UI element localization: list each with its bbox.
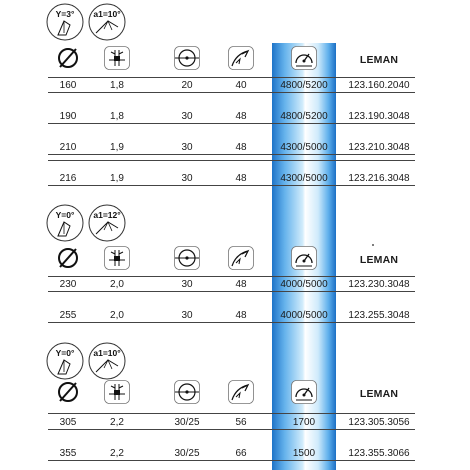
bore-cell: 30/25 bbox=[174, 448, 200, 459]
clearance-angle-badge bbox=[86, 3, 128, 46]
header-divider bbox=[48, 276, 415, 277]
rpm-cell: 4000/5000 bbox=[280, 310, 328, 321]
bore-cell: 30 bbox=[181, 173, 193, 184]
row-divider bbox=[48, 160, 415, 161]
rpm-cell: 4000/5000 bbox=[280, 279, 328, 290]
kerf-thickness-icon bbox=[104, 380, 130, 409]
rpm-gauge-icon bbox=[291, 46, 317, 75]
reference-cell: 123.190.3048 bbox=[348, 111, 410, 122]
teeth-cell: 48 bbox=[235, 279, 247, 290]
rake-angle-badge bbox=[44, 3, 86, 46]
reference-cell: 123.160.2040 bbox=[348, 80, 410, 91]
diameter-cell: 230 bbox=[59, 279, 77, 290]
thickness-cell: 1,8 bbox=[110, 80, 124, 91]
rake-angle-label: Y=0° bbox=[55, 348, 75, 358]
clearance-angle-badge bbox=[86, 342, 128, 385]
row-divider bbox=[48, 429, 415, 430]
row-divider bbox=[48, 123, 415, 124]
thickness-cell: 2,0 bbox=[110, 279, 124, 290]
bore-cell: 30 bbox=[181, 279, 193, 290]
clearance-angle-badge bbox=[86, 204, 128, 247]
thickness-cell: 2,0 bbox=[110, 310, 124, 321]
rpm-cell: 1500 bbox=[292, 448, 316, 459]
rake-angle-badge bbox=[44, 204, 86, 247]
diameter-cell: 355 bbox=[59, 448, 77, 459]
bore-cell: 20 bbox=[181, 80, 193, 91]
diameter-cell: 305 bbox=[59, 417, 77, 428]
bore-cell: 30 bbox=[181, 142, 193, 153]
reference-cell: 123.230.3048 bbox=[348, 279, 410, 290]
row-divider bbox=[48, 291, 415, 292]
rpm-cell: 4300/5000 bbox=[280, 142, 328, 153]
teeth-cell: 40 bbox=[235, 80, 247, 91]
diameter-cell: 210 bbox=[59, 142, 77, 153]
reference-cell: 123.355.3066 bbox=[348, 448, 410, 459]
diameter-cell: 255 bbox=[59, 310, 77, 321]
rpm-cell: 4800/5200 bbox=[280, 111, 328, 122]
teeth-cell: 48 bbox=[235, 173, 247, 184]
teeth-cell: 48 bbox=[235, 310, 247, 321]
rpm-cell: 4300/5000 bbox=[280, 173, 328, 184]
bore-icon bbox=[174, 246, 200, 275]
bore-icon bbox=[174, 380, 200, 409]
reference-cell: 123.210.3048 bbox=[348, 142, 410, 153]
teeth-cell: 48 bbox=[235, 142, 247, 153]
rpm-cell: 1700 bbox=[292, 417, 316, 428]
kerf-thickness-icon bbox=[104, 46, 130, 75]
brand-label: LEMAN bbox=[359, 254, 399, 266]
teeth-cell: 56 bbox=[235, 417, 247, 428]
thickness-cell: 2,2 bbox=[110, 417, 124, 428]
header-divider bbox=[48, 77, 415, 78]
clearance-angle-label: a1=12° bbox=[93, 210, 121, 220]
rake-angle-label: Y=0° bbox=[55, 210, 75, 220]
teeth-icon bbox=[228, 246, 254, 275]
diameter-cell: 160 bbox=[59, 80, 77, 91]
reference-cell: 123.305.3056 bbox=[348, 417, 410, 428]
rake-angle-label: Y=3° bbox=[55, 9, 75, 19]
reference-cell: 123.255.3048 bbox=[348, 310, 410, 321]
thickness-cell: 1,8 bbox=[110, 111, 124, 122]
header-divider bbox=[48, 413, 415, 414]
bore-cell: 30 bbox=[181, 111, 193, 122]
row-divider bbox=[48, 460, 415, 461]
diameter-icon bbox=[55, 246, 81, 275]
diameter-icon bbox=[55, 380, 81, 409]
row-divider bbox=[48, 322, 415, 323]
diameter-cell: 216 bbox=[59, 173, 77, 184]
brand-label: LEMAN bbox=[359, 54, 399, 66]
speck bbox=[372, 244, 374, 246]
thickness-cell: 2,2 bbox=[110, 448, 124, 459]
teeth-cell: 48 bbox=[235, 111, 247, 122]
reference-cell: 123.216.3048 bbox=[348, 173, 410, 184]
thickness-cell: 1,9 bbox=[110, 173, 124, 184]
teeth-cell: 66 bbox=[235, 448, 247, 459]
bore-icon bbox=[174, 46, 200, 75]
row-divider bbox=[48, 92, 415, 93]
thickness-cell: 1,9 bbox=[110, 142, 124, 153]
clearance-angle-label: a1=10° bbox=[93, 9, 121, 19]
row-divider bbox=[48, 154, 415, 155]
diameter-icon bbox=[55, 46, 81, 75]
clearance-angle-label: a1=10° bbox=[93, 348, 121, 358]
rake-angle-badge bbox=[44, 342, 86, 385]
rpm-gauge-icon bbox=[291, 380, 317, 409]
rpm-gauge-icon bbox=[291, 246, 317, 275]
bore-cell: 30/25 bbox=[174, 417, 200, 428]
row-divider bbox=[48, 185, 415, 186]
diameter-cell: 190 bbox=[59, 111, 77, 122]
teeth-icon bbox=[228, 380, 254, 409]
bore-cell: 30 bbox=[181, 310, 193, 321]
rpm-cell: 4800/5200 bbox=[280, 80, 328, 91]
kerf-thickness-icon bbox=[104, 246, 130, 275]
brand-label: LEMAN bbox=[359, 388, 399, 400]
teeth-icon bbox=[228, 46, 254, 75]
